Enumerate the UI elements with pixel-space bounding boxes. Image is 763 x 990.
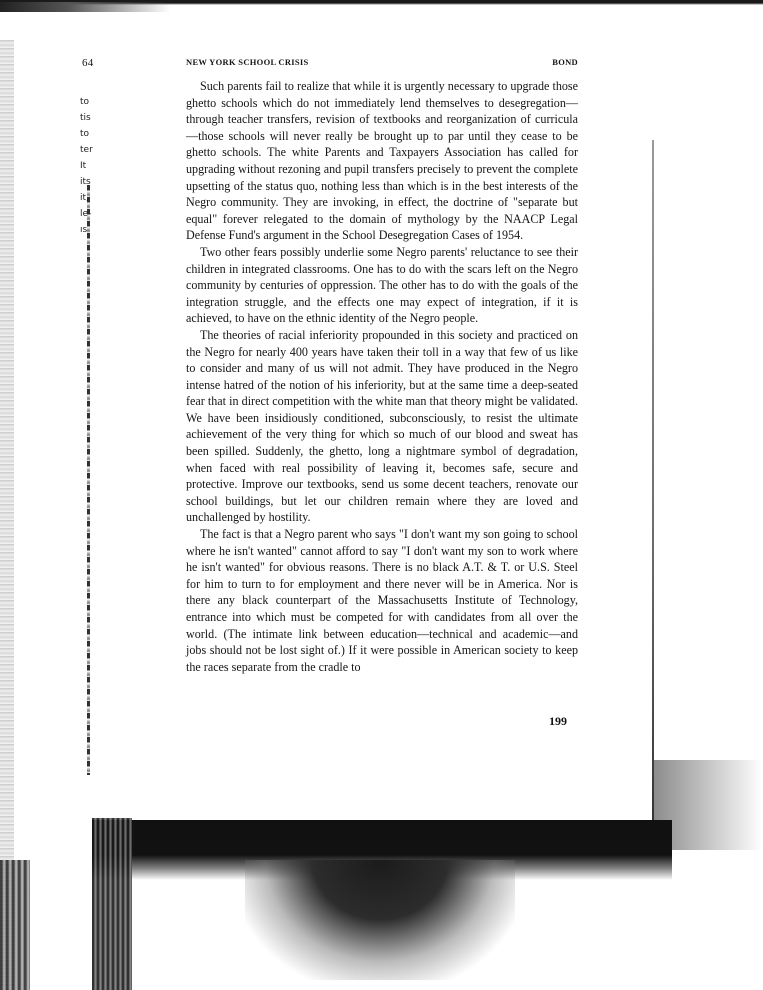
paragraph: Two other fears possibly underlie some Negro parents' reluctance to see their children in integrated classrooms. One has to do with the scars left on the Negro community by centuries of oppression. The other has to do with the goals of the integration struggle, and the effects one may expect of integration, if it is achieved, to have on the ethnic identity of the Negro people. xyxy=(186,244,578,326)
gutter-fragment: le- xyxy=(80,209,92,219)
running-title: NEW YORK SCHOOL CRISIS xyxy=(186,57,309,67)
gutter-fragment: to xyxy=(80,97,90,107)
gutter-fragment: its xyxy=(80,177,91,187)
book-spine-shadow xyxy=(92,818,132,990)
page-fold-line xyxy=(652,140,654,830)
scan-top-shadow xyxy=(0,2,170,12)
scan-left-bottom-edge xyxy=(0,860,30,990)
scan-left-edge xyxy=(0,40,14,990)
gutter-fragment: tis xyxy=(80,113,91,123)
gutter-fragment: It xyxy=(80,161,87,171)
paragraph: The fact is that a Negro parent who says "I don't want my son going to school where he isn't wanted" cannot afford to say "I don't want my son to work where he isn't wanted" for obvious reasons. There is no black A.T. & T. or U.S. Steel for him to turn to for employment and there never will be in America. Nor is there any black counterpart of the Massachusetts Institute of Technology, entrance into which must be competed for with candidates from all over the world. (The intimate link between education—technical and academic—and jobs should not be lost sight of.) If it were possible in American society to keep the races separate from the cradle to xyxy=(186,527,578,674)
article-body xyxy=(186,78,578,675)
running-header xyxy=(82,57,578,69)
facing-page-text-edge xyxy=(87,185,90,775)
page-number: 199 xyxy=(549,714,567,728)
paragraph: Such parents fail to realize that while it is urgently necessary to upgrade those ghetto schools which do not immediately lend themselves to desegregation—through teacher transfers, revision of textbooks and reorganization of curricula—those schools will never really be brought up to par until they cease to be ghetto schools. The white Parents and Taxpayers Association has called for upgrading without rezoning and pupil transfers precisely to prevent the complete upsetting of the status quo, nothing less than which is in the best interests of the Negro community. They are invoking, in effect, the doctrine of "separate but equal" forever relegated to the domain of mythology by the NAACP Legal Defense Fund's argument in the School Desegregation Cases of 1954. xyxy=(186,79,578,243)
gutter-fragment: ter xyxy=(80,145,93,155)
running-author: BOND xyxy=(552,57,578,67)
paragraph: The theories of racial inferiority propounded in this society and practiced on the Negro for nearly 400 years have taken their toll in a way that few of us like to consider and many of us will not admit. They have produced in the Negro intense hatred of the notion of his inferiority, but at the same time a deep-seated fear that in direct competition with the white man that theory might be validated. We have been insidiously conditioned, subconsciously, to resist the ultimate achievement of the very thing for which so much of our blood and sweat has been spilled. Suddenly, the ghetto, long a nightmare symbol of degradation, when faced with real possibility of leaving it, becomes safe, secure and protective. Improve our textbooks, send us some decent teachers, renovate our school buildings, but let our children remain where they are loved and unchallenged by hostility. xyxy=(186,327,578,525)
gutter-fragment: it, xyxy=(80,193,89,203)
gutter-fragment: to xyxy=(80,129,90,139)
scan-bottom-shadow-tail xyxy=(245,860,515,980)
facing-page-number: 64 xyxy=(82,57,94,69)
gutter-fragment: ıs xyxy=(80,225,88,235)
